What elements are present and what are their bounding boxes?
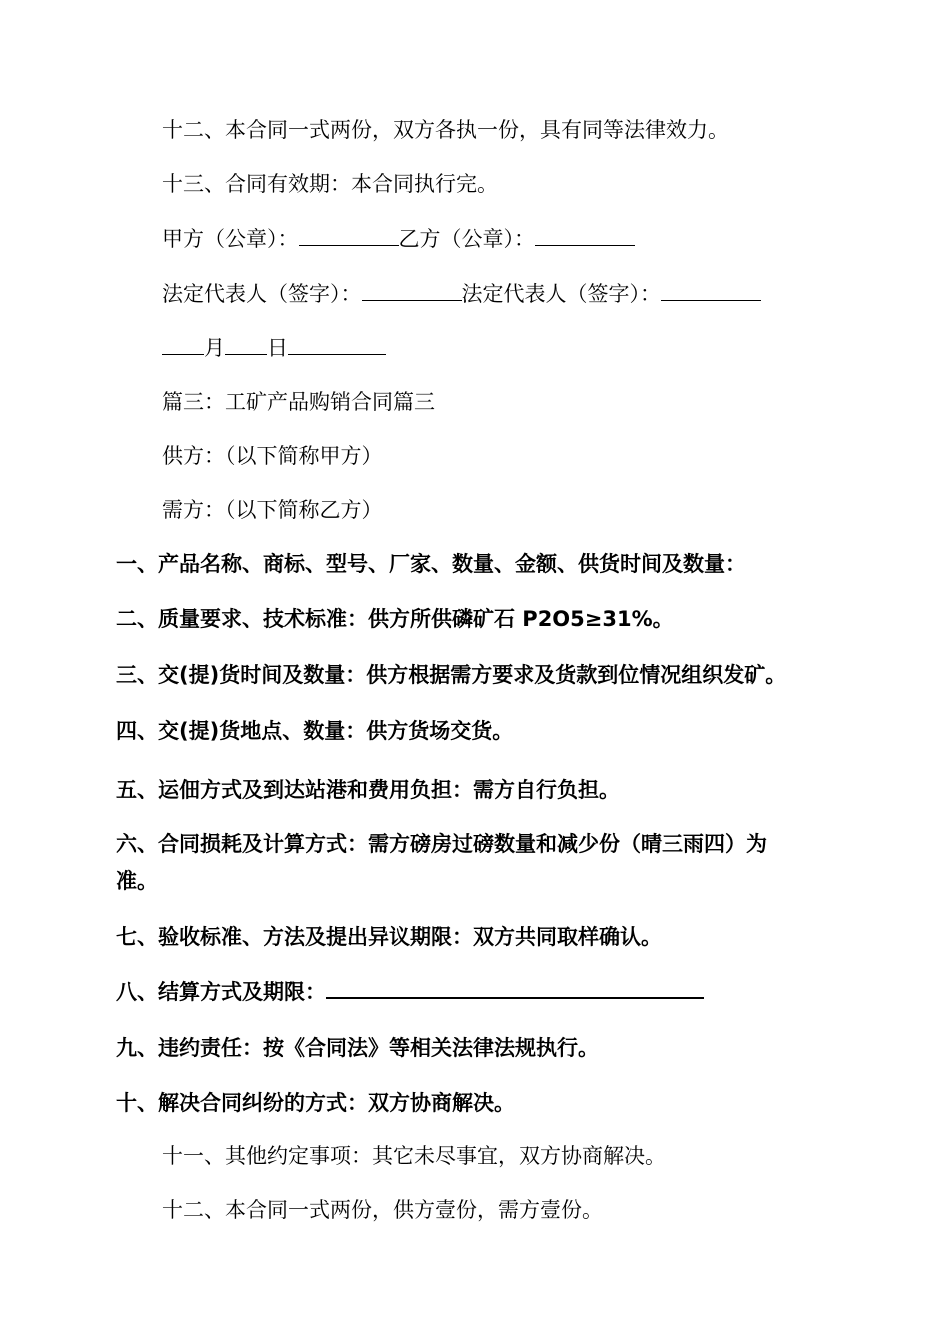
- month-prefix-blank: [162, 334, 204, 355]
- clause-12a: 十二、本合同一式两份，双方各执一份，具有同等法律效力。: [162, 118, 729, 142]
- item-7: 七、验收标准、方法及提出异议期限：双方共同取样确认。: [116, 925, 662, 949]
- buyer-line: 需方：（以下简称乙方）: [162, 498, 383, 522]
- item-2: 二、质量要求、技术标准：供方所供磷矿石 P2O5≥31%。: [116, 607, 674, 631]
- item-6-line-1: 六、合同损耗及计算方式：需方磅房过磅数量和减少份（晴三雨四）为: [116, 832, 767, 856]
- party-b-seal-blank: [535, 225, 635, 246]
- party-b-rep-label: 法定代表人（签字）：: [461, 282, 661, 306]
- signature-line-seals: [162, 225, 635, 253]
- party-a-rep-blank: [362, 280, 462, 301]
- item-8-label: 八、结算方式及期限：: [116, 980, 326, 1004]
- item-4: 四、交(提)货地点、数量：供方货场交货。: [116, 719, 514, 743]
- party-a-rep-label: 法定代表人（签字）：: [162, 282, 362, 306]
- date-tail-blank: [288, 334, 386, 355]
- supplier-line: 供方：（以下简称甲方）: [162, 444, 383, 468]
- signature-line-reps: [162, 280, 761, 308]
- item-11: 十一、其他约定事项：其它未尽事宜，双方协商解决。: [162, 1144, 666, 1168]
- item-12b: 十二、本合同一式两份，供方壹份，需方壹份。: [162, 1198, 603, 1222]
- item-9: 九、违约责任：按《合同法》等相关法律法规执行。: [116, 1036, 599, 1060]
- date-line: [162, 334, 386, 362]
- item-10: 十、解决合同纠纷的方式：双方协商解决。: [116, 1091, 515, 1115]
- party-b-seal-label: 乙方（公章）：: [398, 227, 535, 251]
- item-8-line: [116, 977, 704, 1005]
- party-b-rep-blank: [661, 280, 761, 301]
- item-1: 一、产品名称、商标、型号、厂家、数量、金额、供货时间及数量：: [116, 552, 746, 576]
- item-5: 五、运佃方式及到达站港和费用负担：需方自行负担。: [116, 778, 620, 802]
- section-title: 篇三：工矿产品购销合同篇三: [162, 390, 435, 414]
- item-3: 三、交(提)货时间及数量：供方根据需方要求及货款到位情况组织发矿。: [116, 663, 787, 687]
- day-prefix-blank: [225, 334, 267, 355]
- item-6-line-2: 准。: [116, 869, 158, 893]
- party-a-seal-blank: [299, 225, 399, 246]
- day-label: 日: [267, 336, 288, 360]
- party-a-seal-label: 甲方（公章）：: [162, 227, 299, 251]
- clause-13: 十三、合同有效期：本合同执行完。: [162, 172, 498, 196]
- month-label: 月: [204, 336, 225, 360]
- settlement-blank: [326, 977, 704, 999]
